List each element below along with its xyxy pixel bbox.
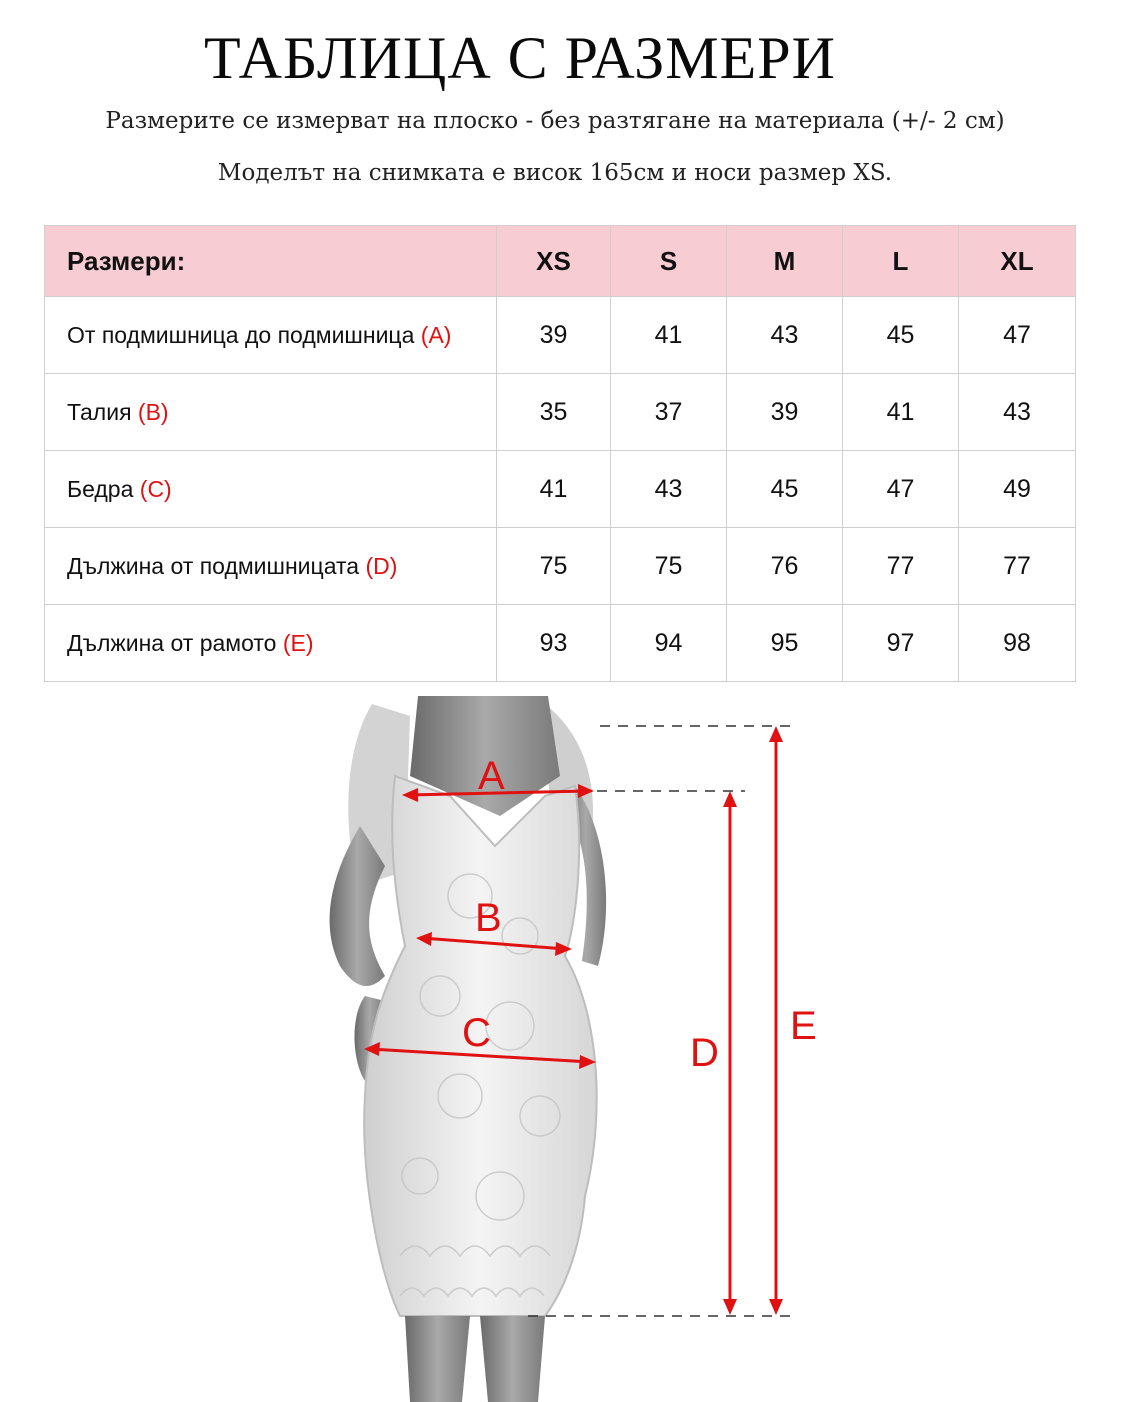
table-cell: 93	[497, 605, 611, 682]
table-cell: 37	[611, 374, 727, 451]
measurement-note: Размерите се измерват на плоско - без разтягане на материала (+/- 2 см)	[105, 108, 1005, 134]
table-cell: 41	[843, 374, 959, 451]
table-cell: 45	[727, 451, 843, 528]
row-code: (D)	[365, 552, 398, 579]
table-row	[45, 297, 1076, 374]
table-row	[45, 451, 1076, 528]
size-header-s: S	[611, 226, 727, 297]
table-cell: 76	[727, 528, 843, 605]
table-cell: 41	[497, 451, 611, 528]
table-cell: 39	[727, 374, 843, 451]
measurement-figure	[0, 696, 1122, 1402]
dress-diagram	[0, 696, 1122, 1402]
table-row	[45, 605, 1076, 682]
label-d: D	[690, 1031, 719, 1075]
arrow-d	[723, 791, 737, 1315]
table-cell: 49	[959, 451, 1076, 528]
table-cell: 77	[843, 528, 959, 605]
table-cell: 98	[959, 605, 1076, 682]
table-cell: 94	[611, 605, 727, 682]
size-header-xl: XL	[959, 226, 1076, 297]
size-header-xs: XS	[497, 226, 611, 297]
row-code: (E)	[282, 629, 314, 656]
label-b: B	[475, 896, 502, 940]
size-header-l: L	[843, 226, 959, 297]
table-cell: 45	[843, 297, 959, 374]
size-table	[44, 225, 1076, 682]
table-cell: 95	[727, 605, 843, 682]
page-title: ТАБЛИЦА С РАЗМЕРИ	[204, 25, 836, 91]
row-label	[45, 451, 497, 528]
row-label-text: Талия	[67, 398, 132, 425]
table-cell: 47	[959, 297, 1076, 374]
row-code: (B)	[137, 398, 169, 425]
table-cell: 43	[959, 374, 1076, 451]
table-row	[45, 528, 1076, 605]
row-code: (C)	[139, 475, 172, 502]
row-label	[45, 528, 497, 605]
row-label-text: Дължина от подмишницата	[67, 552, 360, 579]
size-header-label: Размери:	[45, 226, 497, 297]
row-code: (A)	[420, 321, 452, 348]
model-note: Моделът на снимката е висок 165см и носи размер XS.	[217, 160, 893, 186]
table-cell: 43	[611, 451, 727, 528]
arrow-e	[769, 726, 783, 1315]
label-c: C	[462, 1011, 491, 1055]
table-cell: 77	[959, 528, 1076, 605]
label-e: E	[790, 1004, 817, 1048]
table-cell: 35	[497, 374, 611, 451]
table-cell: 41	[611, 297, 727, 374]
row-label	[45, 605, 497, 682]
row-label	[45, 297, 497, 374]
table-cell: 75	[497, 528, 611, 605]
table-cell: 75	[611, 528, 727, 605]
row-label-text: Дължина от рамото	[67, 629, 277, 656]
table-cell: 47	[843, 451, 959, 528]
table-cell: 43	[727, 297, 843, 374]
row-label-text: От подмишница до подмишница	[67, 321, 415, 348]
label-a: A	[478, 754, 505, 798]
size-header-m: M	[727, 226, 843, 297]
table-cell: 97	[843, 605, 959, 682]
table-row	[45, 374, 1076, 451]
table-cell: 39	[497, 297, 611, 374]
row-label-text: Бедра	[67, 475, 134, 502]
size-header-row	[45, 226, 1076, 297]
row-label	[45, 374, 497, 451]
